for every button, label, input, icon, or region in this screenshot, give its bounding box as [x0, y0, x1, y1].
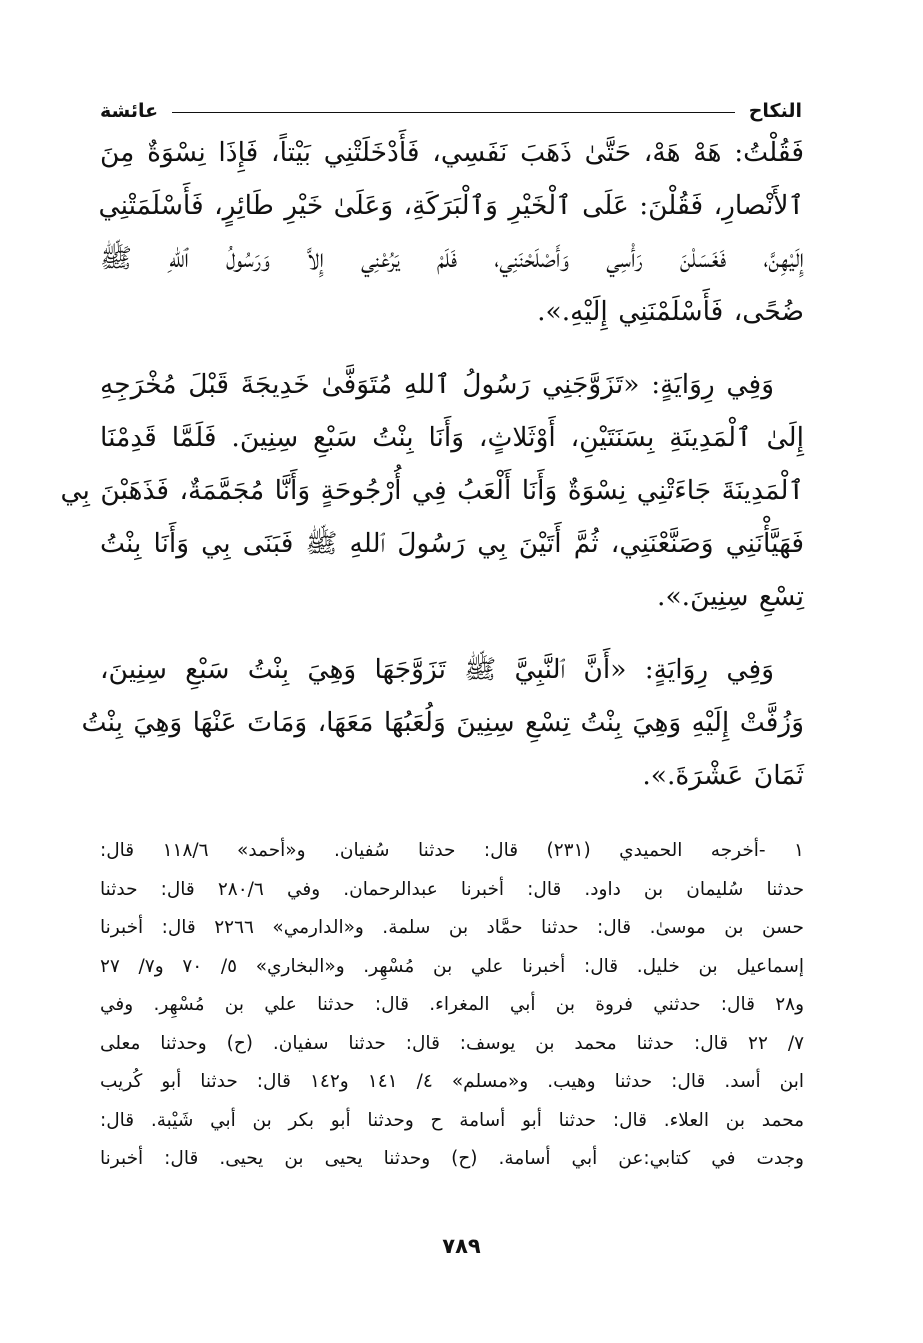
text-line: وَفِي رِوَايَةٍ: «أَنَّ ٱلنَّبِيَّ ﷺ تَزَوَّجَهَا وَهِيَ بِنْتُ سَبْعِ سِنِينَ، — [100, 654, 774, 685]
footnote-line: إسماعيل بن خليل. قال: أخبرنا علي بن مُسْهِر. و«البخاري» ٥/ ٧٠ و٧/ ٢٧ — [100, 955, 804, 977]
footnote-line: و٢٨ قال: حدثني فروة بن أبي المغراء. قال: حدثنا علي بن مُسْهِر. وفي — [100, 994, 804, 1015]
text-line: فَهَيَّأْنَنِي وَصَنَّعْنَنِي، ثُمَّ أَتَيْنَ بِي رَسُولَ ٱللهِ ﷺ فَبَنَى بِي وَأَنَا بِنْتُ — [100, 528, 804, 559]
footnote-line: حدثنا سُليمان بن داود. قال: أخبرنا عبدالرحمان. وفي ٢٨٠/٦ قال: حدثنا — [100, 878, 804, 900]
paragraph-1 — [100, 126, 804, 338]
footnote-line: وجدت في كتابي:عن أبي أسامة. (ح) وحدثنا يحيى بن يحيى. قال: أخبرنا — [100, 1148, 804, 1169]
text-line: تِسْعِ سِنِينَ.». — [657, 581, 804, 612]
text-line: إِلَيْهِنَّ، فَغَسَلْنَ رَأْسِي وَأَصْلَحْنَنِي، فَلَمْ يَرُعْنِي إِلاَّ وَرَسُولُ ٱللهِ ﷺ — [100, 243, 804, 274]
paragraph-3 — [81, 643, 804, 802]
text-line: ٱلْمَدِينَةَ جَاءَتْنِي نِسْوَةٌ وَأَنَا أَلْعَبُ فِي أُرْجُوحَةٍ وَأَنَّا مُجَمَّمَةٌ، فَذَهَبْنَ بِي — [60, 475, 804, 506]
footnote-line: ١ -أخرجه الحميدي (٢٣١) قال: حدثنا سُفيان. و«أحمد» ١١٨/٦ قال: — [100, 840, 804, 861]
footnote-line: محمد بن العلاء. قال: حدثنا أبو أسامة ح وحدثنا أبو بكر بن أبي شَيْبة. قال: — [100, 1109, 804, 1131]
running-header — [100, 88, 802, 122]
text-line: ٱلأَنْصارِ، فَقُلْنَ: عَلَى ٱلْخَيْرِ وَٱلْبَرَكَةِ، وَعَلَىٰ خَيْرِ طَائِرٍ، فَأَسْلَمَتْنِي — [98, 190, 804, 221]
text-line: ضُحًى، فَأَسْلَمْنَنِي إِلَيْهِ.». — [537, 296, 804, 327]
text-line: إِلَىٰ ٱلْمَدِينَةِ بِسَنَتَيْنِ، أَوْثَلاثٍ، وَأَنَا بِنْتُ سَبْعِ سِنِينَ. فَلَمَّا قَدِمْنَا — [100, 422, 804, 453]
footnote-line: ٧/ ٢٢ قال: حدثنا محمد بن يوسف: قال: حدثنا سفيان. (ح) وحدثنا معلى — [100, 1032, 804, 1054]
text-line: وَزُفَّتْ إِلَيْهِ وَهِيَ بِنْتُ تِسْعِ سِنِينَ وَلُعَبُهَا مَعَهَا، وَمَاتَ عَنْهَا وَهِيَ بِنْتُ — [81, 707, 804, 738]
footnote-line: حسن بن موسىٰ. قال: حدثنا حمَّاد بن سلمة. و«الدارمي» ٢٢٦٦ قال: أخبرنا — [100, 917, 804, 938]
paragraph-2 — [60, 358, 804, 623]
text-line: ثَمَانَ عَشْرَةَ.». — [642, 760, 804, 791]
footnote-line: ابن أسد. قال: حدثنا وهيب. و«مسلم» ٤/ ١٤١ و١٤٢ قال: حدثنا أبو كُريب — [100, 1071, 804, 1092]
section-title: عائشة — [100, 100, 159, 122]
page-number: ٧٨٩ — [442, 1234, 481, 1258]
text-line: وَفِي رِوَايَةٍ: «تَزَوَّجَنِي رَسُولُ ٱللهِ مُتَوَفَّىٰ خَدِيجَةَ قَبْلَ مُخْرَجِهِ — [100, 369, 774, 400]
chapter-title: النكاح — [748, 100, 802, 122]
main-text — [60, 126, 804, 802]
footnotes — [100, 832, 804, 1179]
text-line: فَقُلْتُ: هَهْ هَهْ، حَتَّىٰ ذَهَبَ نَفَسِي، فَأَدْخَلَتْنِي بَيْتاً، فَإِذَا نِسْوَةٌ مِنَ — [100, 137, 804, 168]
header-rule — [172, 112, 735, 113]
